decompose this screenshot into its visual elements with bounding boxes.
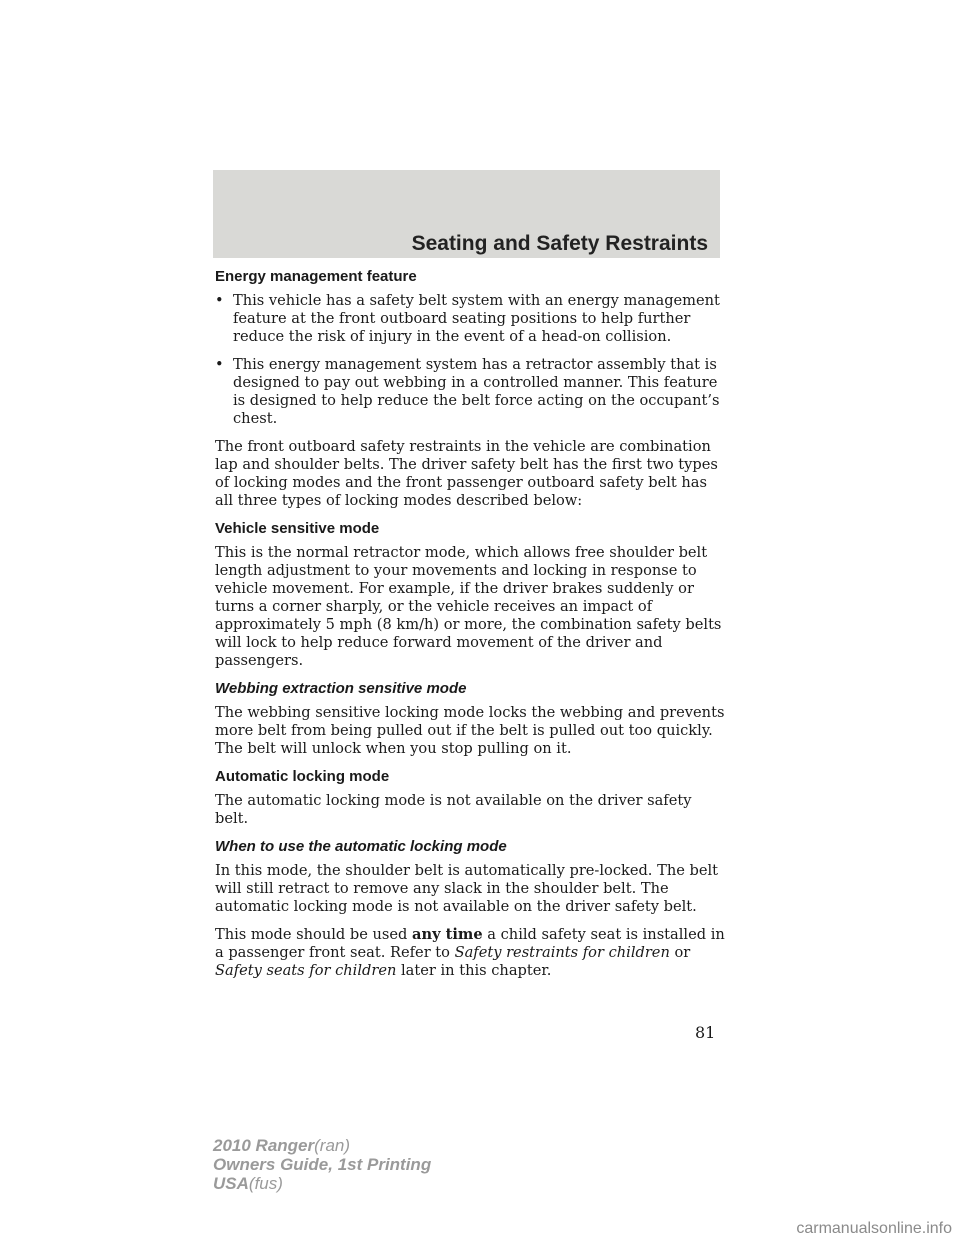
cross-reference: Safety seats for children xyxy=(215,962,397,979)
text-run: or xyxy=(669,944,691,961)
paragraph: In this mode, the shoulder belt is automatically pre-locked. The belt will still retract to remove any slack in the shoulder belt. The automatic locking mode is not available on the driver safety belt. xyxy=(215,862,719,915)
footer-model: 2010 Ranger xyxy=(213,1136,315,1155)
footer-info xyxy=(213,1136,431,1193)
text-run: later in this chapter. xyxy=(396,962,552,979)
footer-region: USA xyxy=(213,1174,249,1193)
emphasis-text: any time xyxy=(412,926,483,943)
section-heading-webbing: Webbing extraction sensitive mode xyxy=(215,680,467,697)
paragraph xyxy=(215,926,725,980)
section-heading-vehicle: Vehicle sensitive mode xyxy=(215,520,380,537)
paragraph: The front outboard safety restraints in the vehicle are combination lap and shoulder belts. The driver safety belt has the first two types of locking modes and the front passenger outboard safety belt has all three types of locking modes described below: xyxy=(215,438,718,509)
text-run: a child safety seat is installed in a passenger front seat. Refer to xyxy=(215,926,725,961)
page-content xyxy=(215,268,725,990)
footer-printing: Owners Guide, 1st Printing xyxy=(213,1155,432,1174)
footer-code: (fus) xyxy=(248,1174,283,1193)
footer-line xyxy=(213,1174,431,1193)
bullet-text: This energy management system has a retractor assembly that is designed to pay out webbing in a controlled manner. This feature is designed to help reduce the belt force acting on the occupant’s chest. xyxy=(233,356,720,427)
footer-code: (ran) xyxy=(314,1136,351,1155)
bullet-item xyxy=(215,292,725,346)
page-number: 81 xyxy=(695,1023,716,1042)
section-heading-energy: Energy management feature xyxy=(215,268,417,285)
bullet-item xyxy=(215,356,725,428)
header-band xyxy=(213,170,720,258)
bullet-icon: • xyxy=(215,356,224,373)
paragraph: The automatic locking mode is not available on the driver safety belt. xyxy=(215,792,692,827)
bullet-icon: • xyxy=(215,292,224,309)
section-heading-automatic: Automatic locking mode xyxy=(215,768,390,785)
cross-reference: Safety restraints for children xyxy=(454,944,670,961)
section-heading-when: When to use the automatic locking mode xyxy=(215,838,507,855)
page-title: Seating and Safety Restraints xyxy=(411,232,708,255)
paragraph: The webbing sensitive locking mode locks the webbing and prevents more belt from being pulled out if the belt is pulled out too quickly. The belt will unlock when you stop pulling on it. xyxy=(215,704,725,757)
footer-line xyxy=(213,1136,431,1155)
footer-line xyxy=(213,1155,431,1174)
paragraph: This is the normal retractor mode, which allows free shoulder belt length adjustment to your movements and locking in response to vehicle movement. For example, if the driver brakes suddenly or turns a corner sharply, or the vehicle receives an impact of approximately 5 mph (8 km/h) or more, the combination safety belts will lock to help reduce forward movement of the driver and passengers. xyxy=(215,544,722,669)
bullet-text: This vehicle has a safety belt system with an energy management feature at the front outboard seating positions to help further reduce the risk of injury in the event of a head-on collision. xyxy=(233,292,720,345)
text-run: This mode should be used xyxy=(215,926,413,943)
watermark: carmanualsonline.info xyxy=(796,1220,952,1237)
